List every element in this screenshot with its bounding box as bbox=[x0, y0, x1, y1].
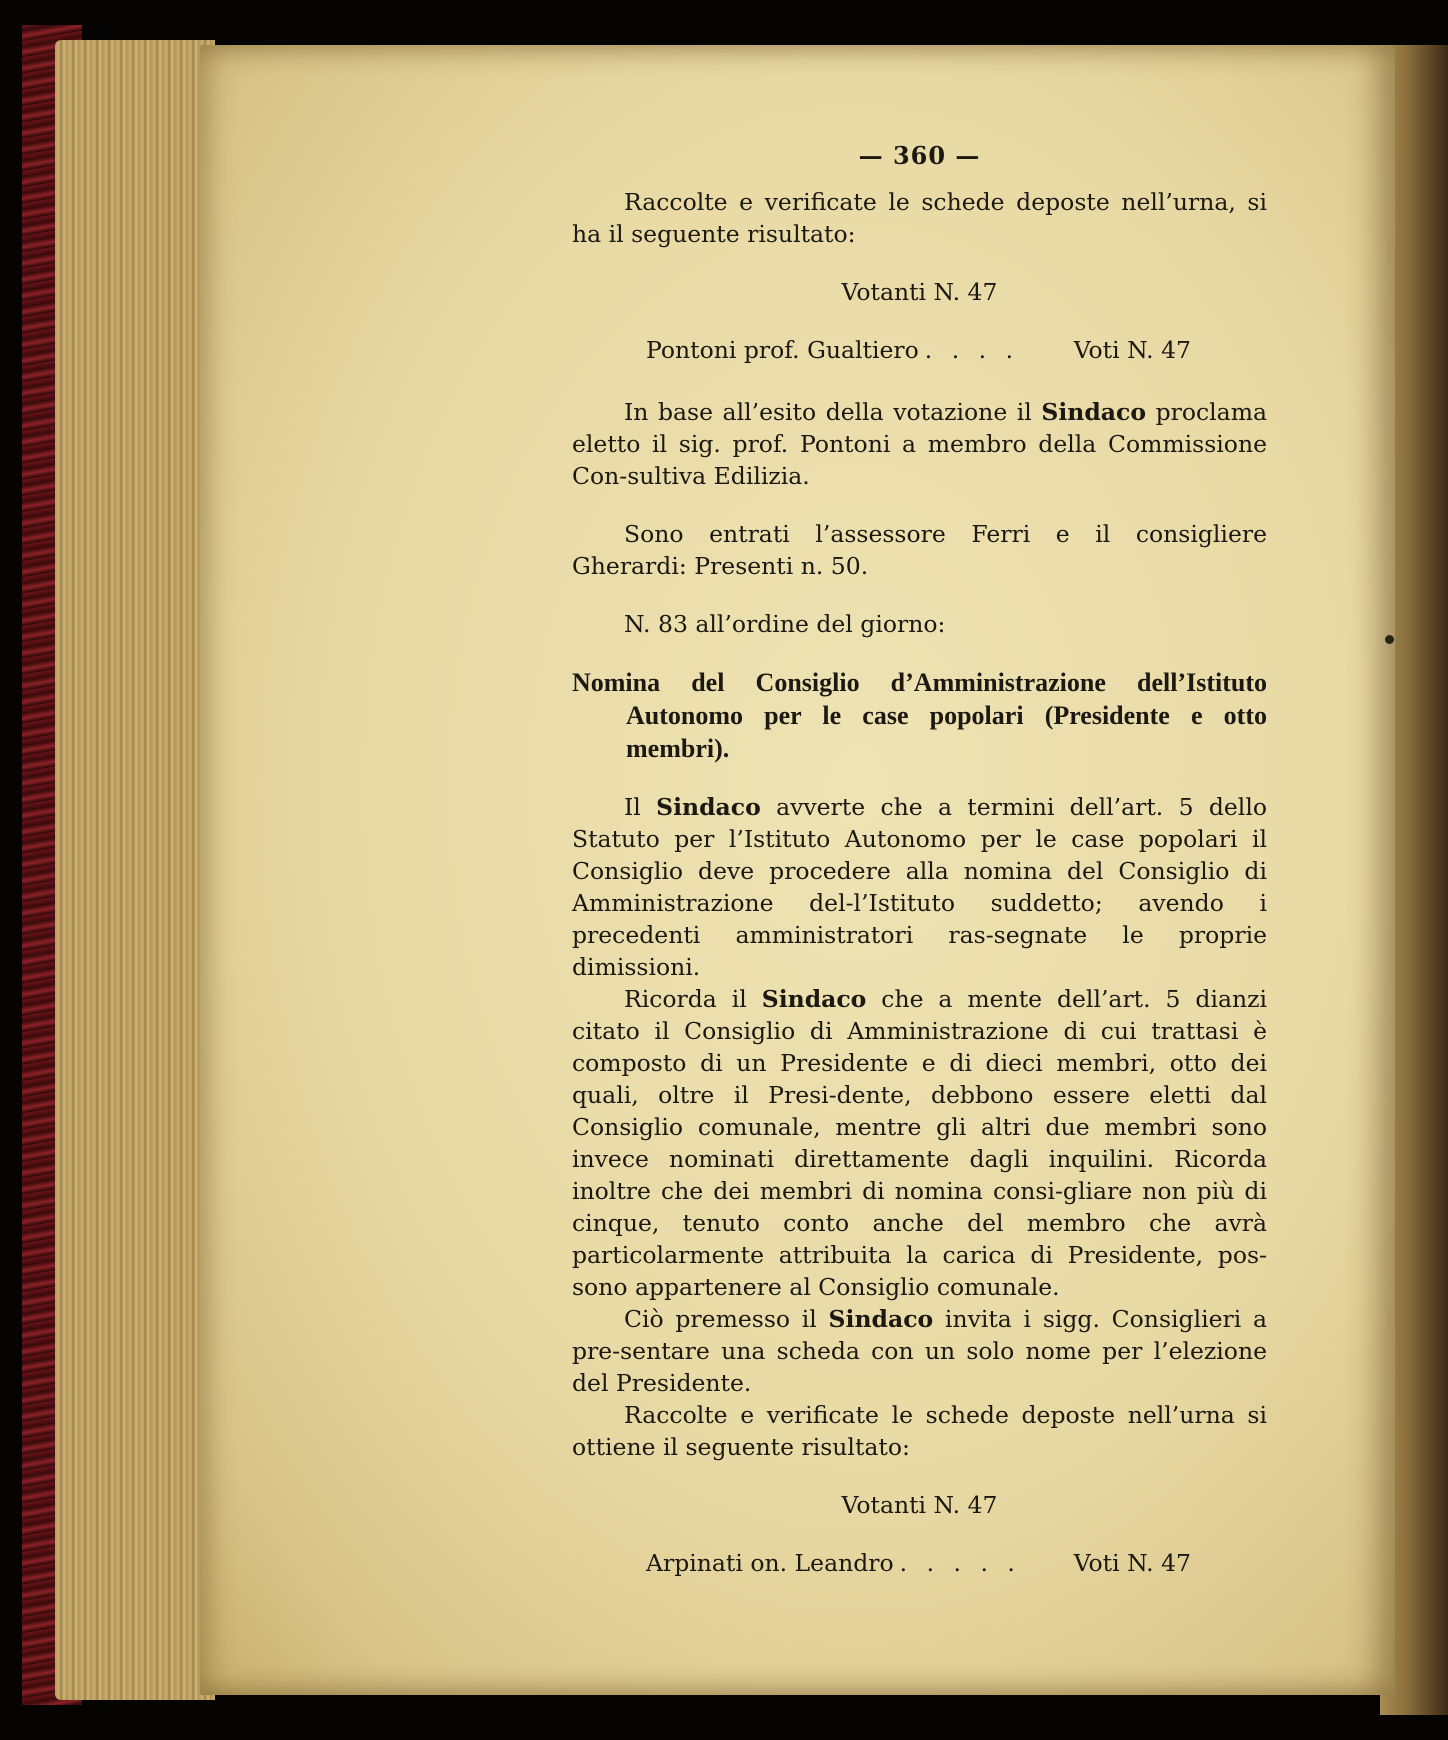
paragraph-attendance: Sono entrati l’assessore Ferri e il consigliere Gherardi: Presenti n. 50. bbox=[572, 520, 1267, 580]
paragraph-invitation: Ciò premesso il Sindaco invita i sigg. Consiglieri a pre-sentare una scheda con un solo nome per l’elezione del Presidente. bbox=[572, 1305, 1268, 1397]
paragraph-proclamation: In base all’esito della votazione il Sindaco proclama eletto il sig. prof. Pontoni a membro della Commissione Con-sultiva Edilizia. bbox=[572, 398, 1267, 490]
bold-sindaco: Sindaco bbox=[656, 793, 761, 821]
vote-count: Voti N. 47 bbox=[1073, 336, 1191, 364]
agenda-item: N. 83 all’ordine del giorno: bbox=[624, 610, 946, 638]
candidate-name: Arpinati on. Leandro bbox=[646, 1549, 894, 1577]
paragraph-ballot-result-intro: Raccolte e verificate le schede deposte nell’urna, si ha il seguente risultato: bbox=[572, 188, 1267, 248]
page-number: — 360 — bbox=[858, 141, 981, 170]
bold-sindaco: Sindaco bbox=[1041, 398, 1147, 426]
voters-count: Votanti N. 47 bbox=[841, 1491, 998, 1519]
dot-leader: . . . . bbox=[924, 336, 1020, 364]
paragraph-second-ballot: Raccolte e verificate le schede deposte nell’urna si ottiene il seguente risultato: bbox=[572, 1401, 1267, 1461]
page-edges bbox=[55, 40, 215, 1700]
candidate-name: Pontoni prof. Gualtiero bbox=[646, 336, 919, 364]
section-heading: Nomina del Consiglio d’Amministrazione dell’Istituto Autonomo per le case popolari (Presidente e otto membri). bbox=[572, 668, 1267, 763]
page-text-block bbox=[572, 140, 1267, 1579]
vote-count: Voti N. 47 bbox=[1073, 1549, 1191, 1577]
bold-sindaco: Sindaco bbox=[761, 985, 867, 1013]
paragraph-composition: Ricorda il Sindaco che a mente dell’art. 5 dianzi citato il Consiglio di Amministrazione di cui trattasi è composto di un Presidente e di dieci membri, otto dei quali, oltre il Presi-dente, debbono essere eletti dal Consiglio comunale, mentre gli altri due membri sono invece nominati direttamente dagli inquilini. Ricorda inoltre che dei membri di nomina consi-gliare non più di cinque, tenuto conto anche del membro che avrà particolarmente attribuita la carica di Presidente, pos-sono appartenere al Consiglio comunale. bbox=[572, 985, 1268, 1301]
bold-sindaco: Sindaco bbox=[828, 1305, 934, 1333]
voters-count: Votanti N. 47 bbox=[841, 278, 998, 306]
book-page bbox=[200, 45, 1395, 1695]
paragraph-statute: Il Sindaco avverte che a termini dell’art. 5 dello Statuto per l’Istituto Autonomo per le case popolari il Consiglio deve procedere alla nomina del Consiglio di Amministrazione del-l’Istituto suddetto; avendo i precedenti amministratori ras-segnate le proprie dimissioni. bbox=[572, 793, 1267, 981]
vote-result-line bbox=[646, 334, 1191, 366]
ink-spot bbox=[1385, 635, 1394, 644]
dot-leader: . . . . . bbox=[899, 1549, 1021, 1577]
vote-result-line bbox=[646, 1547, 1191, 1579]
